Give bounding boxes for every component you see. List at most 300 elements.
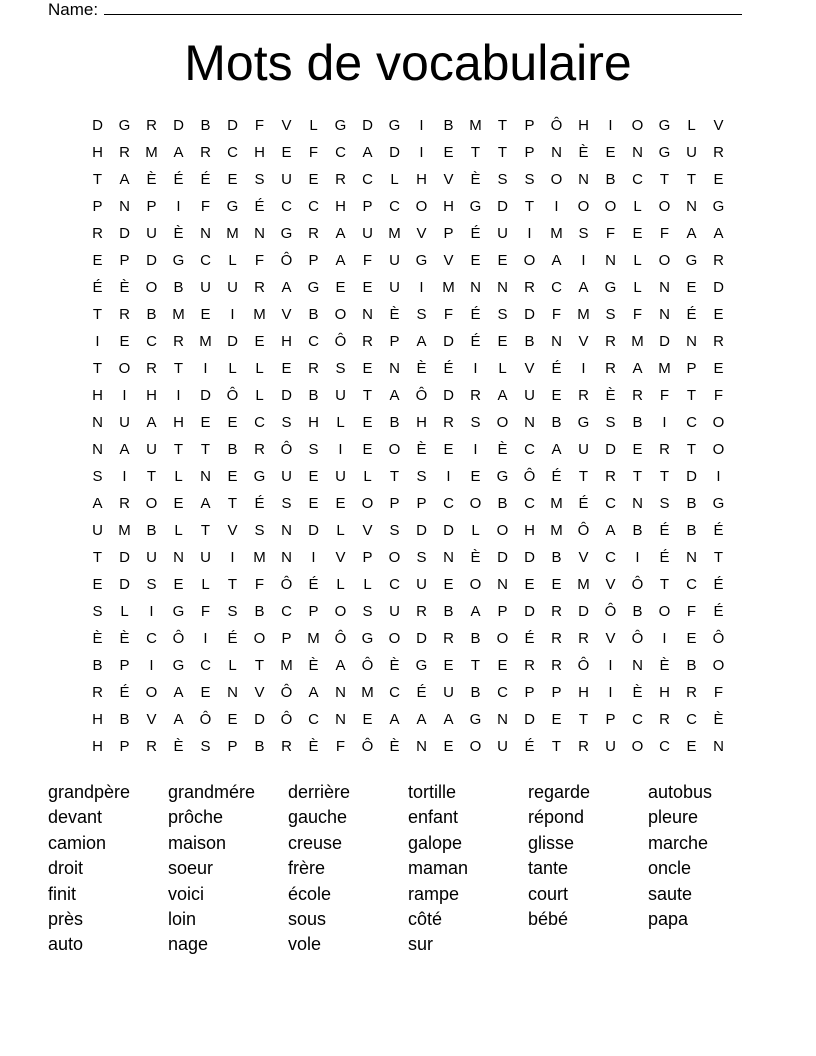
grid-letter: M (361, 684, 374, 701)
grid-letter: B (632, 414, 643, 431)
grid-letter: A (281, 279, 292, 296)
word-list-item (648, 932, 768, 957)
grid-letter: D (524, 711, 535, 728)
grid-letter: M (388, 225, 401, 242)
grid-letter: N (659, 279, 670, 296)
grid-letter: T (173, 441, 184, 458)
grid-letter: I (122, 387, 127, 404)
grid-letter: C (362, 171, 373, 188)
grid-letter: U (416, 576, 427, 593)
grid-letter: P (524, 144, 535, 161)
grid-letter: B (632, 603, 643, 620)
grid-letter: N (551, 144, 562, 161)
grid-letter: M (577, 306, 590, 323)
grid-row (84, 517, 732, 544)
grid-letter: S (497, 306, 508, 323)
grid-letter: Ô (577, 522, 590, 539)
grid-letter: S (200, 738, 211, 755)
grid-letter: L (336, 414, 345, 431)
grid-letter: E (362, 441, 373, 458)
grid-letter: R (443, 630, 454, 647)
grid-letter: R (119, 306, 130, 323)
grid-letter: H (578, 684, 589, 701)
grid-letter: B (497, 495, 508, 512)
grid-letter: G (469, 711, 482, 728)
grid-letter: P (443, 225, 454, 242)
grid-letter: R (578, 387, 589, 404)
grid-letter: U (146, 549, 157, 566)
grid-letter: I (473, 360, 478, 377)
grid-letter: P (686, 360, 697, 377)
grid-letter: E (632, 441, 643, 458)
word-list-item: creuse (288, 832, 343, 853)
grid-letter: O (496, 522, 509, 539)
grid-letter: B (686, 522, 697, 539)
word-list-item: saute (648, 883, 693, 904)
grid-letter: O (334, 603, 347, 620)
name-blank[interactable] (104, 0, 742, 15)
grid-letter: D (524, 603, 535, 620)
grid-letter: B (443, 117, 454, 134)
grid-letter: G (658, 117, 671, 134)
grid-letter: T (146, 468, 157, 485)
grid-letter: R (308, 360, 319, 377)
grid-letter: E (443, 738, 454, 755)
grid-letter: N (632, 144, 643, 161)
grid-letter: E (713, 306, 724, 323)
grid-letter: C (632, 711, 643, 728)
word-list-item: auto (48, 934, 84, 955)
grid-letter: B (308, 306, 319, 323)
grid-letter: M (253, 549, 266, 566)
grid-letter: R (200, 144, 211, 161)
grid-letter: C (686, 414, 697, 431)
word-list-item: soeur (168, 858, 214, 879)
grid-letter: È (389, 738, 400, 755)
grid-letter: O (631, 117, 644, 134)
grid-letter: Ô (280, 711, 293, 728)
grid-letter: E (605, 144, 616, 161)
grid-letter: L (336, 576, 345, 593)
grid-letter: G (361, 630, 374, 647)
grid-letter: H (92, 711, 103, 728)
grid-letter: V (146, 711, 157, 728)
grid-letter: Ô (361, 738, 374, 755)
word-list-item: voici (168, 883, 205, 904)
grid-letter: È (389, 657, 400, 674)
grid-letter: O (145, 684, 158, 701)
grid-letter: Ô (334, 630, 347, 647)
grid-letter: É (470, 306, 481, 323)
grid-letter: H (416, 414, 427, 431)
grid-letter: M (631, 333, 644, 350)
grid-letter: B (200, 117, 211, 134)
grid-row (84, 490, 732, 517)
grid-letter: E (497, 333, 508, 350)
grid-letter: B (470, 630, 481, 647)
grid-letter: H (146, 387, 157, 404)
grid-letter: L (201, 576, 210, 593)
grid-letter: F (659, 225, 670, 242)
grid-letter: D (119, 549, 130, 566)
grid-letter: V (281, 306, 292, 323)
grid-letter: O (712, 414, 725, 431)
grid-letter: A (119, 441, 130, 458)
grid-letter: F (659, 387, 670, 404)
grid-letter: G (415, 252, 428, 269)
grid-letter: G (172, 252, 185, 269)
grid-letter: U (497, 225, 508, 242)
grid-letter: I (230, 549, 235, 566)
grid-letter: R (713, 252, 724, 269)
grid-letter: É (470, 333, 481, 350)
grid-letter: A (551, 441, 562, 458)
grid-letter: C (227, 144, 238, 161)
grid-letter: N (416, 738, 427, 755)
grid-letter: D (659, 333, 670, 350)
grid-letter: O (118, 360, 131, 377)
grid-row (84, 328, 732, 355)
grid-letter: F (308, 144, 319, 161)
grid-letter: D (92, 117, 103, 134)
grid-letter: F (443, 306, 454, 323)
grid-letter: T (713, 549, 724, 566)
word-list-item (528, 932, 648, 957)
grid-row (84, 355, 732, 382)
grid-letter: B (308, 387, 319, 404)
grid-letter: A (119, 171, 130, 188)
grid-letter: R (119, 144, 130, 161)
grid-letter: I (527, 225, 532, 242)
grid-letter: M (199, 333, 212, 350)
grid-letter: O (388, 630, 401, 647)
grid-letter: È (308, 738, 319, 755)
grid-letter: T (92, 171, 103, 188)
grid-letter: Ô (280, 684, 293, 701)
grid-letter: B (389, 414, 400, 431)
grid-letter: E (173, 495, 184, 512)
grid-letter: N (92, 441, 103, 458)
grid-row (84, 463, 732, 490)
grid-letter: E (335, 279, 346, 296)
grid-letter: M (550, 225, 563, 242)
grid-letter: E (497, 252, 508, 269)
grid-letter: G (577, 414, 590, 431)
grid-letter: I (149, 603, 154, 620)
grid-letter: O (631, 738, 644, 755)
grid-letter: B (605, 171, 616, 188)
grid-letter: R (605, 360, 616, 377)
grid-letter: I (446, 468, 451, 485)
grid-letter: V (605, 576, 616, 593)
grid-letter: I (122, 468, 127, 485)
grid-letter: É (416, 684, 427, 701)
grid-letter: D (443, 522, 454, 539)
grid-letter: M (118, 522, 131, 539)
grid-letter: É (470, 225, 481, 242)
grid-letter: I (716, 468, 721, 485)
grid-letter: O (523, 252, 536, 269)
grid-letter: E (254, 333, 265, 350)
grid-letter: G (334, 117, 347, 134)
grid-letter: N (632, 495, 643, 512)
grid-letter: A (389, 711, 400, 728)
grid-letter: G (415, 657, 428, 674)
grid-letter: F (713, 684, 724, 701)
grid-letter: B (632, 522, 643, 539)
grid-letter: G (118, 117, 131, 134)
grid-letter: V (335, 549, 346, 566)
grid-letter: F (632, 306, 643, 323)
grid-letter: É (524, 630, 535, 647)
grid-letter: È (389, 306, 400, 323)
grid-letter: G (172, 657, 185, 674)
grid-letter: Ô (631, 576, 644, 593)
grid-letter: P (497, 603, 508, 620)
grid-letter: R (362, 333, 373, 350)
grid-letter: P (146, 198, 157, 215)
grid-letter: R (713, 144, 724, 161)
grid-letter: S (362, 603, 373, 620)
grid-letter: E (443, 144, 454, 161)
grid-letter: N (92, 414, 103, 431)
grid-letter: E (173, 576, 184, 593)
grid-letter: E (362, 711, 373, 728)
grid-letter: N (443, 549, 454, 566)
word-list-item: grandmére (168, 782, 256, 802)
grid-letter: È (119, 279, 130, 296)
grid-letter: S (254, 171, 265, 188)
grid-letter: G (712, 495, 725, 512)
word-list-item: tante (528, 858, 569, 879)
grid-letter: P (605, 711, 616, 728)
grid-letter: D (443, 387, 454, 404)
word-list-item: papa (648, 908, 689, 929)
grid-letter: T (659, 576, 670, 593)
word-list-item: enfant (408, 807, 459, 828)
grid-letter: R (443, 414, 454, 431)
grid-letter: N (551, 333, 562, 350)
grid-letter: O (253, 630, 266, 647)
grid-letter: L (255, 387, 264, 404)
grid-letter: A (173, 144, 184, 161)
grid-letter: M (550, 522, 563, 539)
grid-row (84, 193, 732, 220)
grid-letter: È (308, 657, 319, 674)
grid-letter: P (92, 198, 103, 215)
grid-letter: L (255, 360, 264, 377)
grid-letter: I (581, 252, 586, 269)
grid-letter: É (173, 171, 184, 188)
word-list-item: oncle (648, 858, 692, 879)
grid-letter: T (389, 468, 400, 485)
word-list-item: regarde (528, 782, 591, 802)
grid-letter: I (608, 117, 613, 134)
grid-letter: É (551, 360, 562, 377)
grid-letter: A (551, 252, 562, 269)
grid-letter: R (308, 225, 319, 242)
grid-row (84, 436, 732, 463)
grid-letter: H (92, 738, 103, 755)
word-list-item: grandpère (48, 782, 131, 802)
grid-letter: È (146, 171, 157, 188)
grid-letter: A (335, 252, 346, 269)
grid-letter: T (686, 171, 697, 188)
grid-row (84, 571, 732, 598)
grid-letter: H (308, 414, 319, 431)
grid-letter: P (119, 657, 130, 674)
grid-row (84, 301, 732, 328)
grid-letter: A (362, 144, 373, 161)
grid-letter: D (524, 306, 535, 323)
word-list-item: droit (48, 858, 84, 879)
grid-letter: B (686, 495, 697, 512)
grid-row (84, 247, 732, 274)
grid-letter: O (658, 252, 671, 269)
word-list-item: camion (48, 832, 107, 853)
grid-letter: F (200, 198, 211, 215)
grid-letter: O (496, 414, 509, 431)
grid-letter: R (146, 738, 157, 755)
word-list-item: école (288, 883, 332, 904)
grid-letter: B (551, 414, 562, 431)
grid-letter: F (686, 603, 697, 620)
grid-letter: É (200, 171, 211, 188)
grid-letter: D (578, 603, 589, 620)
grid-letter: E (362, 360, 373, 377)
grid-letter: I (608, 684, 613, 701)
grid-letter: Ô (712, 630, 725, 647)
grid-letter: T (578, 468, 589, 485)
grid-letter: R (551, 657, 562, 674)
grid-letter: Ô (604, 603, 617, 620)
grid-letter: O (388, 549, 401, 566)
grid-letter: D (200, 387, 211, 404)
grid-letter: I (419, 117, 424, 134)
grid-letter: B (254, 603, 265, 620)
grid-letter: O (334, 306, 347, 323)
grid-letter: A (416, 711, 427, 728)
grid-letter: U (200, 549, 211, 566)
word-list-item: côté (408, 908, 443, 929)
grid-letter: D (686, 468, 697, 485)
grid-letter: C (200, 657, 211, 674)
grid-letter: D (605, 441, 616, 458)
grid-letter: B (92, 657, 103, 674)
grid-letter: N (497, 576, 508, 593)
grid-letter: I (230, 306, 235, 323)
grid-letter: E (227, 414, 238, 431)
grid-letter: È (173, 225, 184, 242)
grid-letter: D (416, 630, 427, 647)
grid-letter: Ô (577, 657, 590, 674)
grid-letter: C (524, 441, 535, 458)
grid-row (84, 544, 732, 571)
grid-letter: A (416, 333, 427, 350)
grid-letter: È (173, 738, 184, 755)
grid-letter: A (335, 657, 346, 674)
grid-letter: G (604, 279, 617, 296)
grid-letter: S (578, 225, 589, 242)
grid-letter: T (686, 387, 697, 404)
grid-letter: É (686, 306, 697, 323)
grid-letter: È (470, 549, 481, 566)
grid-letter: B (551, 549, 562, 566)
grid-letter: D (497, 198, 508, 215)
grid-letter: A (92, 495, 103, 512)
grid-letter: A (389, 387, 400, 404)
grid-letter: F (605, 225, 616, 242)
grid-letter: U (389, 279, 400, 296)
word-list-item: galope (408, 832, 463, 853)
grid-letter: É (119, 684, 130, 701)
grid-letter: M (253, 306, 266, 323)
grid-letter: É (443, 360, 454, 377)
grid-letter: E (443, 576, 454, 593)
grid-letter: F (362, 252, 373, 269)
grid-letter: N (281, 522, 292, 539)
grid-letter: R (659, 711, 670, 728)
grid-letter: U (389, 603, 400, 620)
grid-letter: P (119, 252, 130, 269)
grid-row (84, 598, 732, 625)
grid-letter: N (173, 549, 184, 566)
grid-letter: C (524, 495, 535, 512)
grid-letter: A (632, 360, 643, 377)
grid-letter: E (200, 306, 211, 323)
grid-letter: M (577, 576, 590, 593)
grid-row (84, 706, 732, 733)
grid-letter: P (362, 549, 373, 566)
grid-letter: L (228, 657, 237, 674)
grid-row (84, 274, 732, 301)
grid-letter: N (686, 549, 697, 566)
grid-letter: E (632, 225, 643, 242)
grid-letter: È (92, 630, 103, 647)
grid-letter: P (281, 630, 292, 647)
grid-letter: E (686, 630, 697, 647)
grid-letter: E (497, 657, 508, 674)
grid-letter: U (497, 738, 508, 755)
grid-letter: U (389, 252, 400, 269)
grid-row (84, 625, 732, 652)
grid-letter: P (308, 603, 319, 620)
grid-letter: N (335, 711, 346, 728)
grid-letter: P (389, 495, 400, 512)
grid-letter: U (335, 387, 346, 404)
word-list-item: finit (48, 883, 77, 904)
grid-letter: H (659, 684, 670, 701)
name-line (48, 0, 742, 19)
grid-letter: B (119, 711, 130, 728)
grid-letter: F (335, 738, 346, 755)
grid-letter: R (605, 468, 616, 485)
grid-letter: C (308, 711, 319, 728)
grid-letter: N (686, 198, 697, 215)
grid-letter: A (146, 414, 157, 431)
grid-letter: D (119, 576, 130, 593)
word-list-item: sous (288, 908, 327, 929)
grid-letter: H (524, 522, 535, 539)
grid-letter: I (203, 360, 208, 377)
grid-letter: L (363, 576, 372, 593)
grid-letter: E (308, 495, 319, 512)
grid-letter: E (227, 711, 238, 728)
grid-letter: D (713, 279, 724, 296)
grid-letter: C (551, 279, 562, 296)
grid-letter: T (227, 495, 238, 512)
grid-letter: O (469, 495, 482, 512)
